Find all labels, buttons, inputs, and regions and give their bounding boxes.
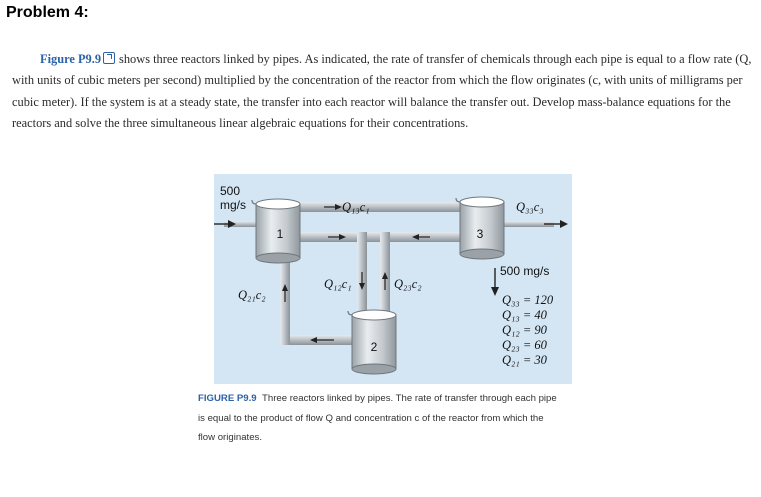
- inflow-value: 500: [220, 184, 241, 198]
- label-q12c1: Q₁₂c₁: [324, 277, 352, 291]
- label-q13c1: Q₁₃c₁: [342, 200, 370, 214]
- reactor-3-load-label: 500 mg/s: [500, 264, 550, 278]
- figure-caption: [198, 389, 558, 448]
- label-q23c2: Q₂₃c₂: [394, 277, 422, 291]
- flow-q12: Q₁₂ = 90: [502, 323, 547, 337]
- flow-q13: Q₁₃ = 40: [502, 308, 547, 322]
- problem-statement: [12, 49, 754, 134]
- figure-reference-link[interactable]: Figure P9.9: [40, 52, 102, 66]
- pipe-top-q13: [282, 202, 468, 212]
- flow-q23: Q₂₃ = 60: [502, 338, 547, 352]
- reactor-diagram: [214, 174, 572, 384]
- label-q33c3: Q₃₃c₃: [516, 200, 544, 214]
- pipe-mid-q12: [282, 232, 468, 242]
- reactor-3-number: 3: [476, 227, 484, 241]
- external-link-icon[interactable]: [103, 52, 115, 64]
- outflow-arrow-icon: [560, 220, 568, 228]
- label-q21c2: Q₂₁c₂: [238, 288, 266, 302]
- flow-q33: Q₃₃ = 120: [502, 293, 554, 307]
- caption-text: Three reactors linked by pipes. The rate of transfer through each pipe is equal to the product of flow Q and concentration c of the reactor from which the flow originates.: [198, 393, 557, 443]
- reactor-1-number: 1: [276, 227, 284, 241]
- problem-statement-text: shows three reactors linked by pipes. As indicated, the rate of transfer of chemicals through each pipe is equal to a flow rate (Q, with units of cubic meters per second) multiplied by the concentration of the reactor from which the flow originates (c, with units of milligrams per cubic meter). If the system is at a steady state, the transfer into each reactor will balance the transfer out. Develop mass-balance equations for the reactors and solve the three simultaneous linear algebraic equations for their concentrations.: [12, 52, 752, 130]
- reactor-diagram-svg: [214, 174, 572, 384]
- flow-q21: Q₂₁ = 30: [502, 353, 547, 367]
- caption-label: FIGURE P9.9: [198, 393, 257, 404]
- reactor-3-load-arrow-icon: [491, 287, 499, 296]
- inflow-unit: mg/s: [220, 198, 247, 212]
- problem-heading: Problem 4:: [6, 4, 89, 21]
- reactor-2-number: 2: [370, 340, 378, 354]
